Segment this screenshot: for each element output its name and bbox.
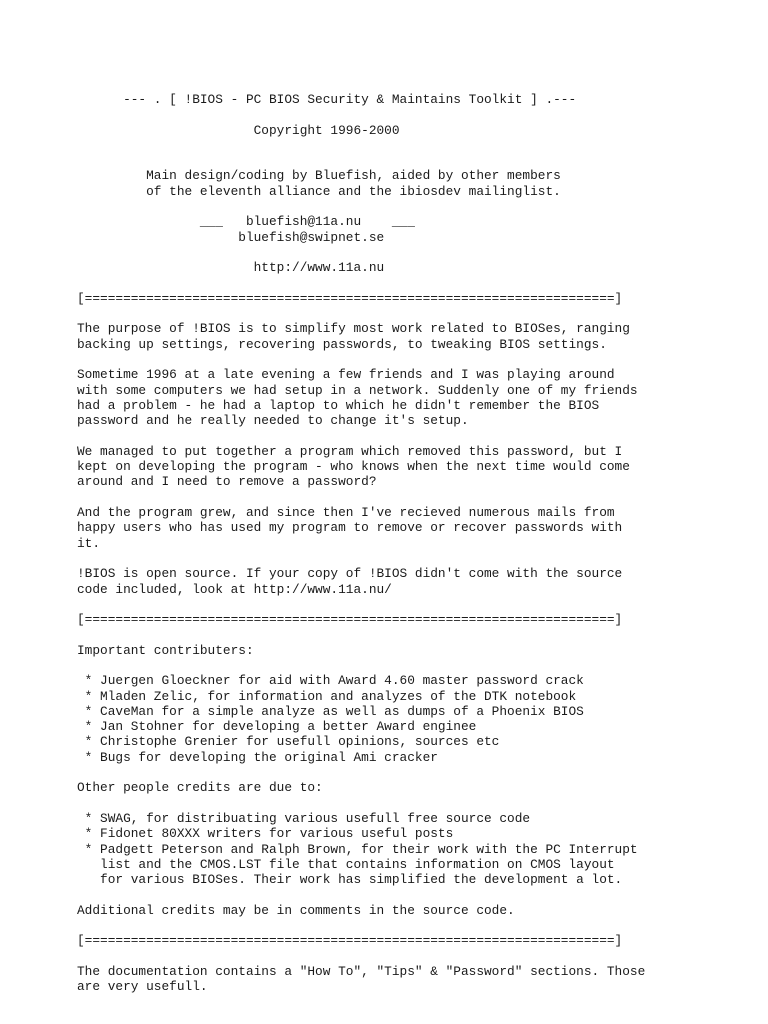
text-line: !BIOS is open source. If your copy of !BIOS didn't come with the source <box>77 566 623 582</box>
text-line: The purpose of !BIOS is to simplify most work related to BIOSes, ranging <box>77 321 630 337</box>
blank-line <box>77 306 645 321</box>
text-line: Other people credits are due to: <box>77 780 323 796</box>
text-line: And the program grew, and since then I've recieved numerous mails from <box>77 505 615 521</box>
list-item: * Fidonet 80XXX writers for various useful posts <box>77 826 454 842</box>
text-line: Main design/coding by Bluefish, aided by other members <box>77 168 561 184</box>
blank-line <box>77 949 645 964</box>
text-line: We managed to put together a program which removed this password, but I <box>77 443 623 459</box>
text-line: around and I need to remove a password? <box>77 474 377 490</box>
text-line: backing up settings, recovering passwords, to tweaking BIOS settings. <box>77 336 607 352</box>
document-text <box>77 92 645 995</box>
text-line: happy users who has used my program to remove or recover passwords with <box>77 520 623 536</box>
blank-line <box>77 352 645 367</box>
text-line: password and he really needed to change it's setup. <box>77 413 469 429</box>
list-item: * Jan Stohner for developing a better Award enginee <box>77 719 477 735</box>
text-line: with some computers we had setup in a network. Suddenly one of my friends <box>77 382 638 398</box>
list-item: * CaveMan for a simple analyze as well as dumps of a Phoenix BIOS <box>77 703 584 719</box>
text-line: Copyright 1996-2000 <box>77 122 400 138</box>
text-line: of the eleventh alliance and the ibiosdev mailinglist. <box>77 183 561 199</box>
blank-line <box>77 153 645 168</box>
blank-line <box>77 107 645 122</box>
section-divider: [=====================================================================] <box>77 612 623 628</box>
blank-line <box>77 551 645 566</box>
blank-line <box>77 138 645 153</box>
text-line: kept on developing the program - who knows when the next time would come <box>77 459 630 475</box>
blank-line <box>77 887 645 902</box>
text-line: had a problem - he had a laptop to which he didn't remember the BIOS <box>77 397 600 413</box>
blank-line <box>77 245 645 260</box>
blank-line <box>77 627 645 642</box>
text-line: Important contributers: <box>77 642 254 658</box>
list-item: * Christophe Grenier for usefull opinions, sources etc <box>77 734 500 750</box>
section-divider: [=====================================================================] <box>77 290 623 306</box>
blank-line <box>77 276 645 291</box>
list-item: * SWAG, for distribuating various usefull free source code <box>77 810 531 826</box>
list-item: * Juergen Gloeckner for aid with Award 4.60 master password crack <box>77 673 584 689</box>
text-line: Additional credits may be in comments in the source code. <box>77 902 515 918</box>
text-line: for various BIOSes. Their work has simplified the development a lot. <box>77 872 623 888</box>
text-line: The documentation contains a "How To", "Tips" & "Password" sections. Those <box>77 963 646 979</box>
blank-line <box>77 490 645 505</box>
blank-line <box>77 429 645 444</box>
blank-line <box>77 597 645 612</box>
blank-line <box>77 796 645 811</box>
text-line: list and the CMOS.LST file that contains information on CMOS layout <box>77 856 615 872</box>
text-line: bluefish@swipnet.se <box>77 229 385 245</box>
list-item: * Bugs for developing the original Ami cracker <box>77 749 438 765</box>
text-line: Sometime 1996 at a late evening a few friends and I was playing around <box>77 367 615 383</box>
document-title: --- . [ !BIOS - PC BIOS Security & Maintains Toolkit ] .--- <box>77 92 577 107</box>
text-line: ___ bluefish@11a.nu ___ <box>77 214 415 230</box>
text-line: http://www.11a.nu <box>77 260 385 276</box>
text-line: are very usefull. <box>77 979 208 995</box>
blank-line <box>77 765 645 780</box>
list-item: * Mladen Zelic, for information and analyzes of the DTK notebook <box>77 688 577 704</box>
blank-line <box>77 918 645 933</box>
text-line: code included, look at http://www.11a.nu/ <box>77 581 392 597</box>
list-item: * Padgett Peterson and Ralph Brown, for their work with the PC Interrupt <box>77 841 638 857</box>
blank-line <box>77 658 645 673</box>
blank-line <box>77 199 645 214</box>
section-divider: [=====================================================================] <box>77 933 623 949</box>
text-line: it. <box>77 535 101 551</box>
